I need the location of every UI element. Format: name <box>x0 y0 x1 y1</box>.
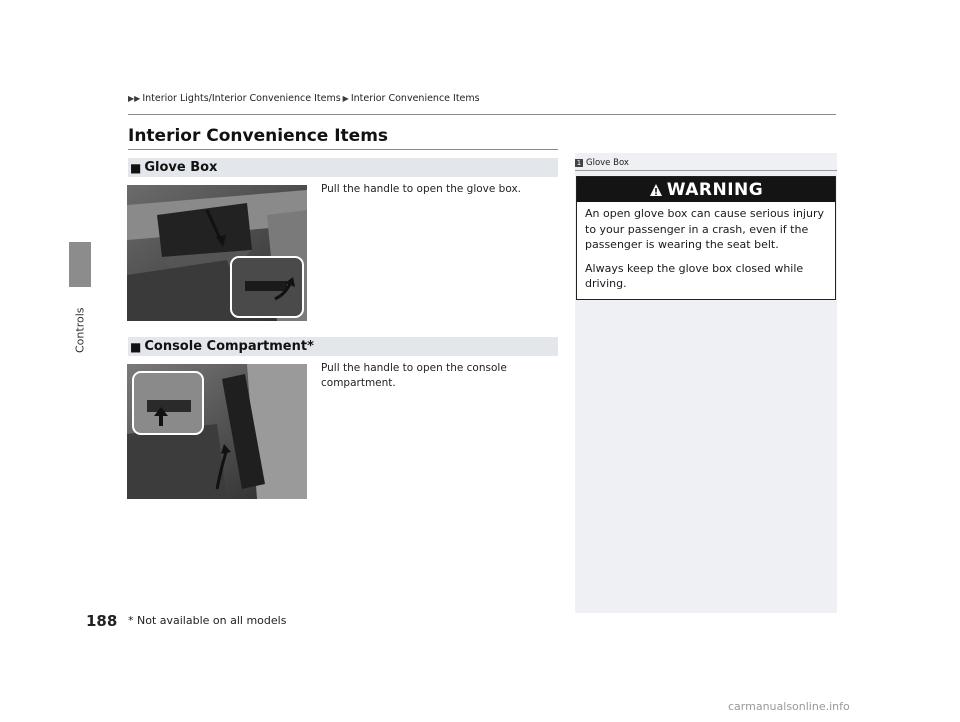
warning-box <box>576 176 836 300</box>
square-bullet-icon: ■ <box>130 160 142 175</box>
warning-triangle-icon <box>649 183 663 197</box>
warning-title: WARNING <box>666 179 764 200</box>
header-divider <box>128 114 836 115</box>
warning-paragraph-keep-closed: Always keep the glove box closed while driving. <box>585 261 804 290</box>
sidebar-divider <box>575 170 837 171</box>
glove-box-photo <box>127 185 307 321</box>
breadcrumb-arrow-icon: ▶ <box>342 94 349 103</box>
chapter-label: Controls <box>73 307 87 353</box>
section-heading-glove-box <box>128 158 558 177</box>
section-heading-text: Glove Box <box>144 160 218 175</box>
console-compartment-photo <box>127 364 307 499</box>
availability-asterisk: * <box>307 339 314 354</box>
warning-body <box>577 202 835 292</box>
chapter-tab-marker <box>69 242 91 287</box>
warning-paragraph-injury: An open glove box can cause serious injury to your passenger in a crash, even if the passenger is wearing the seat belt. <box>585 207 824 251</box>
breadcrumb-link-interior-lights[interactable]: Interior Lights/Interior Convenience Items <box>142 93 341 104</box>
breadcrumb-arrow-icon: ▶▶ <box>128 94 141 103</box>
breadcrumb <box>128 93 480 104</box>
square-bullet-icon: ■ <box>130 339 142 354</box>
sidebar-reference <box>575 158 629 168</box>
breadcrumb-current[interactable]: Interior Convenience Items <box>350 93 480 104</box>
page-title: Interior Convenience Items <box>128 126 389 146</box>
watermark-text: carmanualsonline.info <box>728 700 850 713</box>
section-heading-text: Console Compartment <box>144 339 308 354</box>
glove-box-instruction: Pull the handle to open the glove box. <box>321 183 521 195</box>
reference-marker-icon: 1 <box>576 159 582 167</box>
console-instruction: Pull the handle to open the console compartment. <box>321 362 507 389</box>
title-divider <box>128 149 558 150</box>
section-heading-console <box>128 337 558 356</box>
reference-title: Glove Box <box>586 158 629 168</box>
warning-header <box>577 177 835 202</box>
page-number: 188 <box>86 612 118 630</box>
footnote: * Not available on all models <box>128 614 287 627</box>
